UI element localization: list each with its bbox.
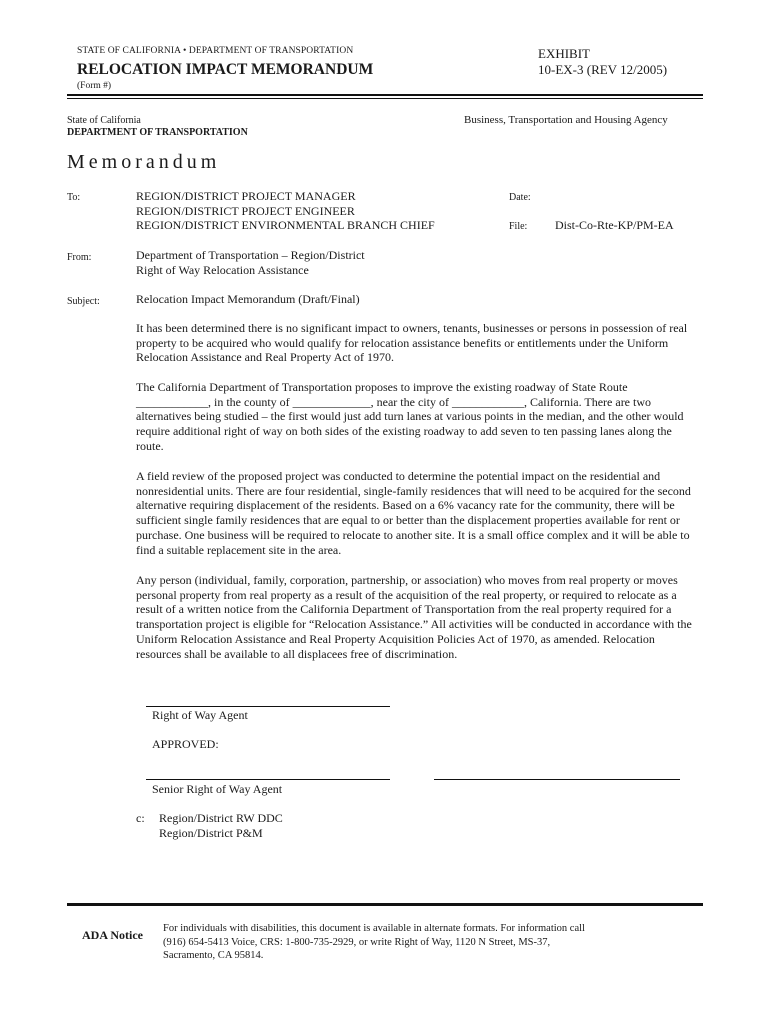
header-rule-thin bbox=[67, 98, 703, 99]
exhibit-code: 10-EX-3 (REV 12/2005) bbox=[538, 62, 668, 77]
from-line: Department of Transportation – Region/District bbox=[136, 248, 365, 262]
from-label: From: bbox=[67, 252, 92, 263]
exhibit-label: EXHIBIT bbox=[538, 46, 590, 61]
agency-header-line: STATE OF CALIFORNIA • DEPARTMENT OF TRANSPORTATION bbox=[77, 46, 354, 56]
recipient-line: REGION/DISTRICT PROJECT MANAGER bbox=[136, 189, 356, 203]
notice-line: For individuals with disabilities, this document is available in alternate formats. For information call bbox=[163, 923, 585, 934]
subject-label: Subject: bbox=[67, 296, 100, 307]
cc-label: c: bbox=[136, 811, 145, 825]
header-rule-thick bbox=[67, 94, 703, 96]
body-paragraph-4: Any person (individual, family, corporation, partnership, or association) who moves from real property or moves personal property from real property as a result of the acquisition of the real property, or required to relocate as a result of a written notice from the California Department of Transportation from the real property required for a transportation project is eligible for “Relocation Assistance.” All activities will be conducted in accordance with the Uniform Relocation Assistance and Real Property Acquisition Policies Act of 1970, as amended. Relocation resources shall be available to all displacees free of discrimination. bbox=[136, 573, 692, 661]
agent-signature-line bbox=[146, 706, 390, 707]
cc-line: Region/District RW DDC bbox=[159, 811, 283, 825]
file-label: File: bbox=[509, 221, 528, 232]
ada-notice-label: ADA Notice bbox=[82, 928, 143, 942]
cc-list bbox=[159, 811, 283, 840]
subject-value: Relocation Impact Memorandum (Draft/Final) bbox=[136, 292, 360, 306]
form-number: (Form #) bbox=[77, 81, 112, 91]
file-value: Dist-Co-Rte-KP/PM-EA bbox=[555, 218, 674, 232]
body-paragraph-1: It has been determined there is no significant impact to owners, tenants, businesses or persons in possession of real property to be acquired who would qualify for relocation assistance benefits or entitlements under the Uniform Relocation Assistance and Real Property Act of 1970. bbox=[136, 321, 688, 365]
to-recipients bbox=[136, 189, 435, 233]
exhibit-block bbox=[538, 46, 667, 78]
to-label: To: bbox=[67, 192, 81, 203]
from-block bbox=[136, 248, 365, 277]
senior-signature-label: Senior Right of Way Agent bbox=[152, 782, 283, 796]
senior-signature-line bbox=[146, 779, 390, 780]
recipient-line: REGION/DISTRICT PROJECT ENGINEER bbox=[136, 203, 355, 218]
department-name: DEPARTMENT OF TRANSPORTATION bbox=[67, 127, 248, 138]
letterhead-state bbox=[67, 115, 248, 139]
notice-line: (916) 654-5413 Voice, CRS: 1-800-735-2929, or write Right of Way, 1120 N Street, MS-37, bbox=[163, 936, 551, 948]
ada-notice-text bbox=[163, 922, 643, 963]
footer-rule bbox=[67, 903, 703, 906]
body-paragraph-3: A field review of the proposed project was conducted to determine the potential impact on the residential and nonresidential units. There are four residential, single-family residences that will need to be acquired for the second alternative requiring displacement of the residents. Based on a 6% vacancy rate for the community, there will be sufficient single family residences that are equal to or better than the displacement properties available for rent or purchase. One business will be required to relocate to another site. It is a small office complex and it will be able to find a suitable replacement site in the area. bbox=[136, 469, 691, 557]
from-line: Right of Way Relocation Assistance bbox=[136, 262, 309, 277]
date-label: Date: bbox=[509, 192, 531, 203]
agent-signature-label: Right of Way Agent bbox=[152, 708, 248, 722]
agency-name: Business, Transportation and Housing Agency bbox=[464, 114, 668, 126]
cc-line: Region/District P&M bbox=[159, 825, 263, 840]
approved-label: APPROVED: bbox=[152, 737, 219, 751]
body-paragraph-2: The California Department of Transportation proposes to improve the existing roadway of State Route ____________, in the county of _____________, near the city of ____________, California. There are two alternatives being studied – the first would just add turn lanes at various points in the median, and the other would require additional right of way on both sides of the existing roadway to add seven to ten passing lanes along the route. bbox=[136, 380, 684, 453]
form-title: RELOCATION IMPACT MEMORANDUM bbox=[77, 61, 374, 78]
date-signature-line bbox=[434, 779, 680, 780]
memo-title: Memorandum bbox=[67, 151, 221, 173]
recipient-line: REGION/DISTRICT ENVIRONMENTAL BRANCH CHIEF bbox=[136, 218, 435, 232]
notice-line: Sacramento, CA 95814. bbox=[163, 950, 264, 961]
state-name: State of California bbox=[67, 115, 141, 126]
